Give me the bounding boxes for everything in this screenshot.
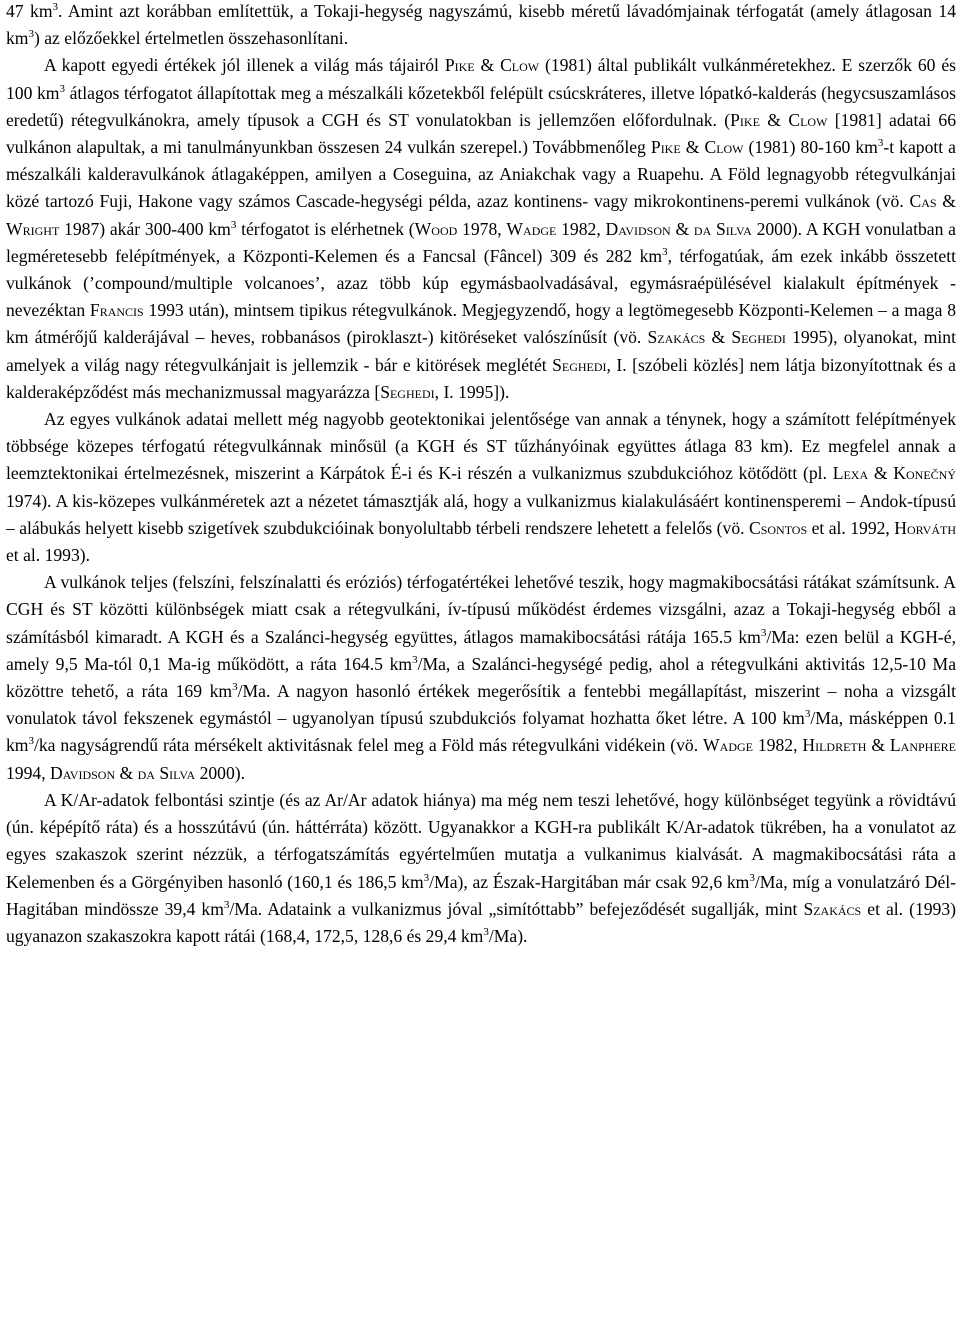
text-run: /Ma. Adataink a vulkanizmus jóval „simítóttabb” befejeződését sugallják, mint (229, 898, 804, 919)
text-run: /Ma). (488, 925, 528, 946)
text-run: /Ma, a Szalánci-hegységé pedig, ahol a rétegvulkáni aktivitás 12,5-10 Ma közöttre tehető, a ráta 169 km (6, 653, 956, 702)
text-run: & (705, 327, 732, 348)
superscript: 3 (230, 218, 237, 231)
author-name: Pike (730, 109, 760, 130)
text-run: . Amint azt korábban említettük, a Tokaji-hegység nagyszámú, kisebb méretű lávadómjainak térfogatát (amely átlagosan 14 km (6, 1, 956, 49)
text-run: & (936, 191, 956, 212)
text-run: 1994, (6, 762, 50, 783)
superscript: 3 (483, 925, 489, 938)
text-run: 1993 után), mintsem tipikus rétegvulkánok. Megjegyzendő, hogy a legtömegesebb Központi-Kelemen – a maga 8 km átmérőjű kalderájával – heves, robbanásos (piroklaszt-) kitöréseket valószínűsít (vö. (6, 300, 956, 348)
author-name: Pike (444, 55, 475, 76)
text-run: 2000). A KGH vonulatban a legméretesebb felépítmények, a Központi-Kelemen és a Fancsal (Fâncel) 309 és 282 km (6, 218, 956, 266)
text-run: & (670, 218, 694, 239)
author-name: Clow (704, 137, 744, 158)
author-name: Horváth (894, 517, 956, 538)
text-run: /Ma), az Észak-Hargitában már csak 92,6 km (429, 871, 750, 892)
text-run: , I. 1995]). (434, 381, 510, 402)
superscript: 3 (760, 626, 767, 639)
author-name: Lanphere (889, 735, 957, 756)
text-run: et al. 1992, (807, 517, 895, 538)
text-run: átlagos térfogatot állapítottak meg a mészalkáli kőzetekből felépült csúcskráteres, illetve lópatkó-kalderás (hegycsuszamlásos eredetű) rétegvulkánokra, amely típusok a CGH és ST vonulatokban is jellemzően előfordulnak. ( (6, 82, 956, 130)
author-name: da Silva (137, 762, 196, 783)
author-name: Clow (788, 109, 828, 130)
text-run: Az egyes vulkánok adatai mellett még nagyobb geotektonikai jelentősége van annak a ténynek, hogy a számított felépítmények többsége közepes térfogatú rétegvulkánnak minősül (a KGH és ST tűzhányóinak együttes átlaga 83 km). Ez megfelel annak a leemztektonikai értelmezésnek, miszerint a Kárpátok É-i és K-i részén a vulkanizmus szubdukcióhoz kötődött (pl. (6, 409, 956, 484)
paragraph-geotectonic-significance (6, 406, 956, 569)
superscript: 3 (662, 245, 668, 258)
author-name: Francis (89, 300, 144, 321)
superscript: 3 (223, 898, 230, 911)
text-run: /Ma, míg a vonulatzáró Dél-Hagitában mindössze 39,4 km (6, 871, 957, 919)
superscript: 3 (28, 28, 34, 41)
text-run: /Ma, másképpen 0.1 km (6, 708, 956, 756)
text-run: (1981) által publikált vulkánméretekhez. E szerzők 60 és 100 km (6, 55, 957, 103)
text-run: -t kapott a mészalkáli kalderavulkánok átlagaképpen, amilyen a Coseguina, az Aniakchak vagy a Ruapehu. A Föld legnagyobb rétegvulkánjai közé tartozó Fuji, Hakone vagy számos Cascade-hegységi példa, azaz kontinens- vagy mikrokontinens-peremi vulkánok (vö. (6, 137, 956, 212)
author-name: Hildreth (802, 735, 867, 756)
text-run: 1987) akár 300-400 km (59, 218, 231, 239)
text-run: , I. [szóbeli közlés] nem látja bizonyítottnak és a kalderaképződést más mechanizmussal magyarázza [ (6, 354, 956, 402)
text-run: 1995), olyanokat, mint amelyek a világ nagy rétegvulkánjait is jellemzik - bár e kitörések meglétét (6, 327, 956, 375)
paragraph-k-ar-data (6, 787, 956, 950)
superscript: 3 (52, 1, 59, 13)
superscript: 3 (804, 708, 811, 721)
superscript: 3 (232, 681, 238, 694)
author-name: Wadge (703, 735, 753, 756)
text-run: /ka nagyságrendű ráta mérsékelt aktivitásnak felel meg a Föld más rétegvulkáni vidékein (vö. (33, 735, 704, 756)
text-run: 1978, (457, 218, 507, 239)
superscript: 3 (423, 871, 430, 884)
author-name: Wadge (506, 218, 557, 239)
text-run: et al. 1993). (6, 545, 91, 566)
paragraph-volcano-sizes (6, 52, 956, 406)
text-run: [1981] adatai 66 vulkánon alapultak, a mi tanulmányunkban összesen 24 vulkán szerepel.) Továbbmenőleg (6, 109, 956, 158)
author-name: Seghedi (380, 381, 435, 402)
text-run: et al. (1993) ugyanazon szakaszokra kapott rátái (168,4, 172,5, 128,6 és 29,4 km (6, 898, 956, 946)
text-run: , térfogatúak, ám ezek inkább összetett vulkánok (’compound/multiple volcanoes’, azaz több kúp egymásbaolvadásával, egymásraépülésével kialakult építmények - nevezéktan (6, 245, 956, 321)
author-name: Wood (414, 218, 458, 239)
text-run: /Ma. A nagyon hasonló értékek megerősítik a fentebbi megállapítást, miszerint – noha a vizsgált vonulatok távol fekszenek egymástól – ugyanolyan típusú szubdukciós folyamat hozhatta őket létre. A 100 km (6, 681, 956, 729)
author-name: Wright (6, 218, 60, 239)
paragraph-continuation (6, 0, 956, 52)
text-run: A kapott egyedi értékek jól illenek a világ más tájairól (44, 55, 445, 76)
text-run: A K/Ar-adatok felbontási szintje (és az Ar/Ar adatok hiánya) ma még nem teszi lehetővé, hogy különbséget tegyünk a rövidtávú (ún. képépítő ráta) és a hosszútávú (ún. háttérráta) között. Ugyanakkor a KGH-ra publikált K/Ar-adatok tükrében, ha a vonulatot az egyes szakaszok szerint nézzük, a térfogatszámítás egyértelműen mutatja a vulkanimus kialvását. A magmakibocsátási ráta a Kelemenben és a Görgényiben hasonló (160,1 és 186,5 km (6, 789, 956, 892)
text-run: 1974). A kis-közepes vulkánméretek azt a nézetet támasztják alá, hogy a vulkanizmus kialakulásáért kontinensperemi – Andok-típusú – alábukás helyett kisebb szigetívek szubdukcióinak bonyolultabb térbeli rendszere lehetett a felelős (vö. (6, 490, 956, 538)
text-run: térfogatot is elérhetnek ( (236, 218, 415, 239)
author-name: Seghedi (731, 327, 786, 348)
text-run: & (868, 463, 894, 484)
superscript: 3 (749, 871, 755, 884)
text-run: & (866, 735, 890, 756)
text-run: 47 km (6, 1, 53, 21)
author-name: Lexa (832, 463, 869, 484)
author-name: Seghedi (552, 354, 607, 375)
author-name: Cas (909, 191, 937, 212)
author-name: Szakács (803, 898, 862, 919)
superscript: 3 (28, 735, 34, 748)
author-name: Davidson (49, 762, 116, 783)
author-name: Davidson (605, 218, 671, 239)
paragraph-magma-output-rates (6, 569, 956, 787)
text-run: A vulkánok teljes (felszíni, felszínalatti és eróziós) térfogatértékei lehetővé teszik, hogy magmakibocsátási rátákat számítsunk. A CGH és ST közötti különbségek miatt csak a rétegvulkáni, ív-típusú működést érdemes vizsgálni, azaz a Tokaji-hegység ebből a számításból kimaradt. A KGH és a Szalánci-hegység együttes, átlagos mamakibocsátási rátája 165.5 km (6, 572, 956, 647)
text-run: (1981) 80-160 km (743, 137, 878, 158)
author-name: Clow (500, 55, 540, 76)
text-run: & (680, 137, 705, 158)
text-run: & (759, 109, 789, 130)
text-run: & (474, 55, 501, 76)
text-run: 2000). (195, 762, 246, 783)
text-run: /Ma: ezen belül a KGH-é, amely 9,5 Ma-tól 0,1 Ma-ig működött, a ráta 164.5 km (6, 626, 957, 674)
superscript: 3 (59, 82, 65, 95)
author-name: da Silva (693, 218, 752, 239)
author-name: Szakács (647, 327, 706, 348)
text-run: & (115, 762, 138, 783)
author-name: Konečný (893, 463, 956, 484)
text-run: 1982, (556, 218, 606, 239)
text-run: ) az előzőekkel értelmetlen összehasonlítani. (33, 28, 349, 49)
superscript: 3 (412, 653, 418, 666)
superscript: 3 (877, 137, 884, 150)
author-name: Pike (650, 137, 681, 158)
text-run: 1982, (752, 735, 803, 756)
author-name: Csontos (748, 517, 808, 538)
